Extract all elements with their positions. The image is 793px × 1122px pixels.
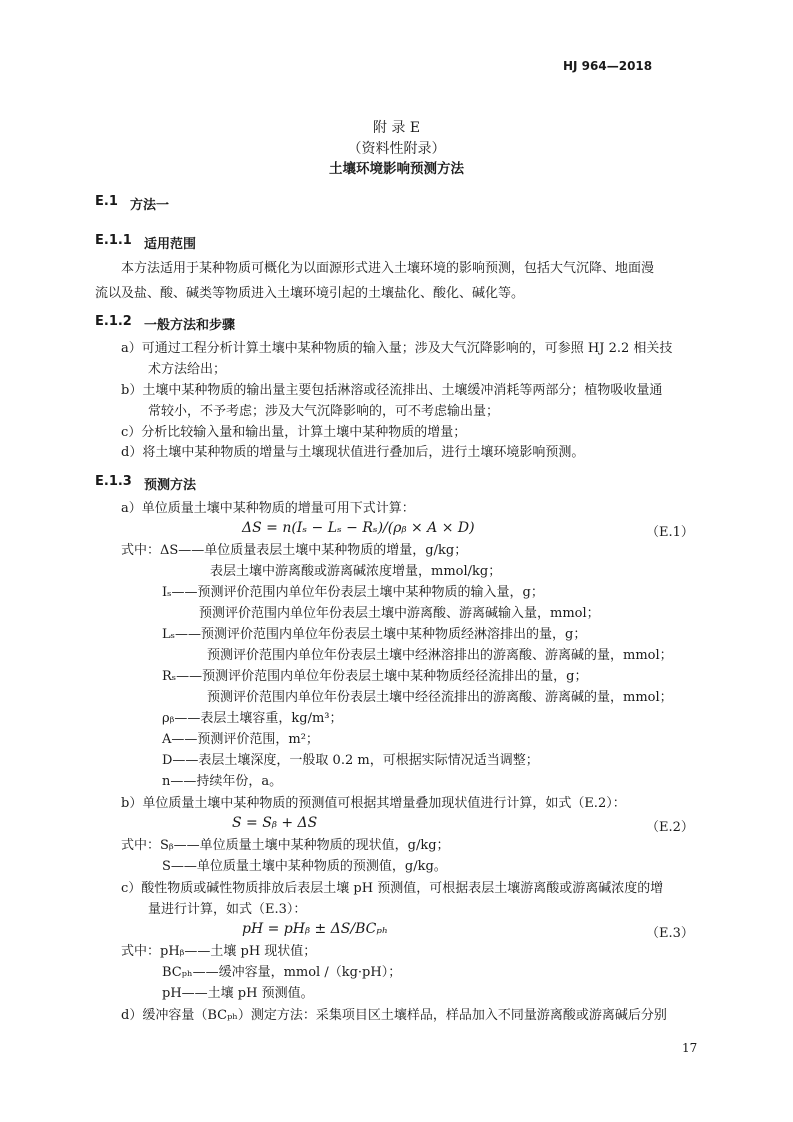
definition-line: A——预测评价范围，m²；	[162, 732, 319, 747]
list-item: b）单位质量土壤中某种物质的预测值可根据其增量叠加现状值进行计算，如式（E.2）：	[121, 796, 626, 811]
standard-code: HJ 964—2018	[563, 59, 653, 73]
section-e11-number: E.1.1	[95, 233, 132, 248]
equation-e2: S = Sᵦ + ΔS	[232, 815, 318, 831]
definition-line: 表层土壤中游离酸或游离碱浓度增量，mmol/kg；	[210, 564, 502, 579]
section-e11-title: 适用范围	[144, 237, 197, 252]
section-e12-number: E.1.2	[95, 314, 132, 329]
definition-line: Iₛ——预测评价范围内单位年份表层土壤中某种物质的输入量，g；	[162, 585, 544, 600]
definition-line: S——单位质量土壤中某种物质的预测值，g/kg。	[162, 859, 447, 874]
definition-line: D——表层土壤深度，一般取 0.2 m，可根据实际情况适当调整；	[162, 753, 539, 768]
definition-line: 预测评价范围内单位年份表层土壤中经径流排出的游离酸、游离碱的量，mmol；	[207, 690, 673, 705]
definition-line: ρᵦ——表层土壤容重，kg/m³；	[162, 711, 343, 726]
list-item-continuation: 常较小，不予考虑；涉及大气沉降影响的，可不考虑输出量；	[148, 404, 500, 419]
section-e13-title: 预测方法	[144, 478, 197, 493]
definition-line: Rₛ——预测评价范围内单位年份表层土壤中某种物质经径流排出的量，g；	[162, 669, 588, 684]
list-item: d）将土壤中某种物质的增量与土壤现状值进行叠加后，进行土壤环境影响预测。	[121, 445, 585, 460]
definition-line: 式中：Sᵦ——单位质量土壤中某种物质的现状值，g/kg；	[121, 838, 450, 853]
equation-e3: pH = pHᵦ ± ΔS/BCₚₕ	[242, 921, 389, 937]
paragraph-line: 本方法适用于某种物质可概化为以面源形式进入土壤环境的影响预测，包括大气沉降、地面漫	[121, 261, 655, 276]
appendix-subtitle: （资料性附录）	[347, 141, 446, 157]
list-item: a）单位质量土壤中某种物质的增量可用下式计算：	[121, 501, 415, 516]
definition-line: BCₚₕ——缓冲容量，mmol /（kg·pH）；	[162, 965, 402, 980]
list-item: d）缓冲容量（BCₚₕ）测定方法：采集项目区土壤样品，样品加入不同量游离酸或游离碱后分别	[121, 1008, 667, 1023]
page-number: 17	[682, 1041, 698, 1055]
section-e1-title: 方法一	[130, 198, 170, 213]
list-item-continuation: 量进行计算，如式（E.3）：	[148, 902, 307, 917]
section-e1-number: E.1	[95, 194, 118, 209]
definition-line: Lₛ——预测评价范围内单位年份表层土壤中某种物质经淋溶排出的量，g；	[162, 627, 587, 642]
list-item: b）土壤中某种物质的输出量主要包括淋溶或径流排出、土壤缓冲消耗等两部分；植物吸收量通	[121, 383, 663, 398]
equation-e3-label: （E.3）	[646, 926, 694, 941]
equation-e2-label: （E.2）	[646, 820, 694, 835]
paragraph-line: 流以及盐、酸、碱类等物质进入土壤环境引起的土壤盐化、酸化、碱化等。	[95, 286, 525, 301]
appendix-title: 附 录 E	[372, 120, 421, 136]
definition-line: n——持续年份，a。	[162, 774, 283, 789]
definition-line: pH——土壤 pH 预测值。	[162, 986, 314, 1001]
list-item: a）可通过工程分析计算土壤中某种物质的输入量；涉及大气沉降影响的，可参照 HJ 2.2 相关技	[121, 341, 673, 356]
equation-e1-label: （E.1）	[646, 525, 694, 540]
appendix-name: 土壤环境影响预测方法	[329, 161, 464, 177]
section-e12-title: 一般方法和步骤	[144, 318, 236, 333]
section-e13-number: E.1.3	[95, 474, 132, 489]
equation-e1: ΔS = n(Iₛ − Lₛ − Rₛ)/(ρᵦ × A × D)	[242, 520, 475, 536]
list-item: c）酸性物质或碱性物质排放后表层土壤 pH 预测值，可根据表层土壤游离酸或游离碱浓度的增	[121, 881, 664, 896]
list-item: c）分析比较输入量和输出量，计算土壤中某种物质的增量；	[121, 425, 467, 440]
definition-line: 预测评价范围内单位年份表层土壤中经淋溶排出的游离酸、游离碱的量，mmol；	[207, 648, 673, 663]
definition-line: 式中：pHᵦ——土壤 pH 现状值；	[121, 944, 317, 959]
definition-line: 预测评价范围内单位年份表层土壤中游离酸、游离碱输入量，mmol；	[199, 606, 600, 621]
definition-line: 式中：ΔS——单位质量表层土壤中某种物质的增量，g/kg；	[121, 543, 468, 558]
list-item-continuation: 术方法给出；	[148, 362, 227, 377]
